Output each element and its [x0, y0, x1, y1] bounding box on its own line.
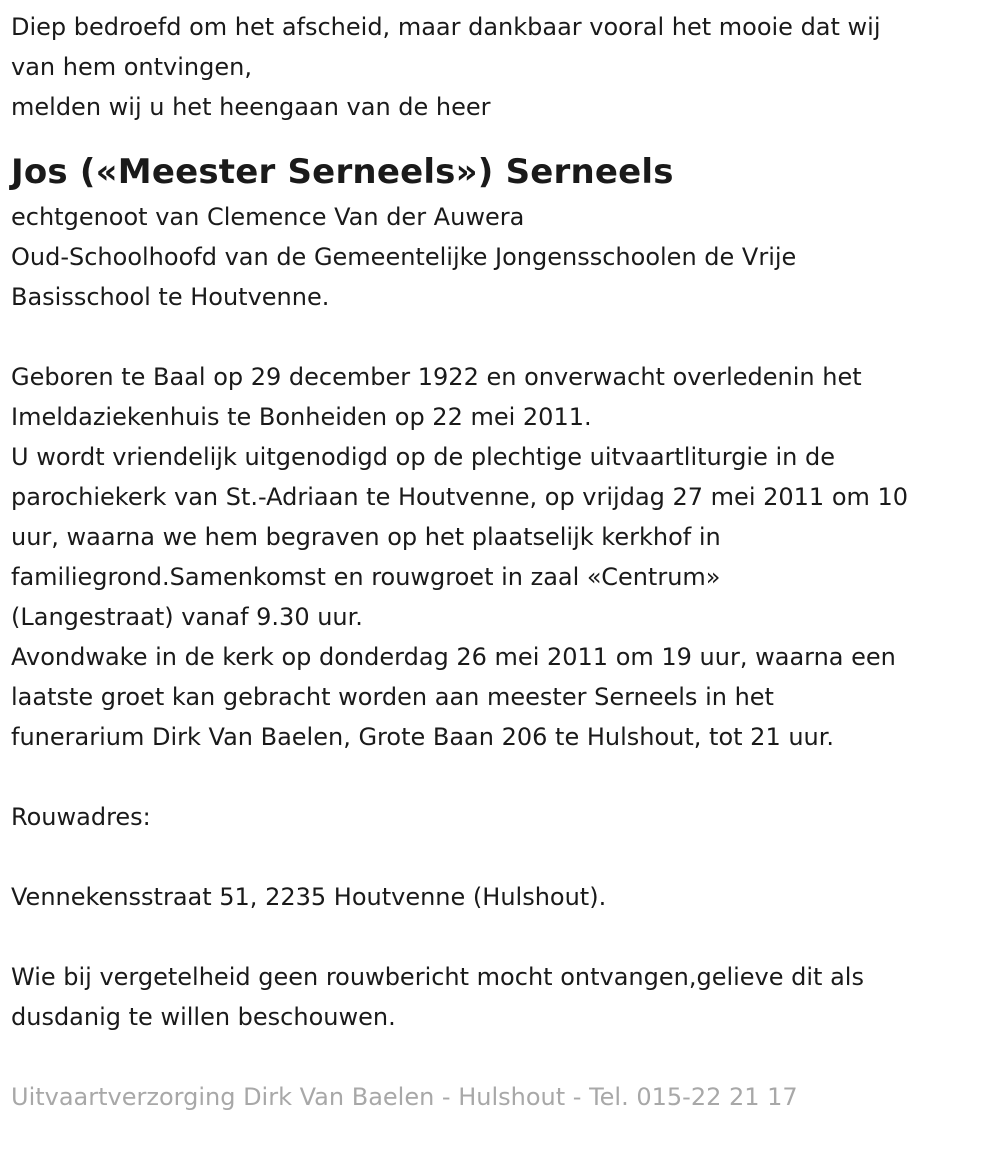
address-label: Rouwadres: — [11, 803, 151, 831]
detail-line: Oud-Schoolhoofd van de Gemeentelijke Jongensschoolen de Vrije — [11, 243, 797, 271]
announcement-line: Imeldaziekenhuis te Bonheiden op 22 mei 2011. — [11, 403, 592, 431]
detail-line: echtgenoot van Clemence Van der Auwera — [11, 203, 525, 231]
intro-line: melden wij u het heengaan van de heer — [11, 93, 491, 121]
spacer — [11, 757, 991, 797]
address-value: Vennekensstraat 51, 2235 Houtvenne (Hulshout). — [11, 883, 607, 911]
announcement-line: funerarium Dirk Van Baelen, Grote Baan 206 te Hulshout, tot 21 uur. — [11, 723, 835, 751]
notice-line: dusdanig te willen beschouwen. — [11, 1003, 396, 1031]
spacer — [11, 317, 991, 357]
deceased-name: Jos («Meester Serneels») Serneels — [11, 152, 674, 192]
announcement-line: familiegrond.Samenkomst en rouwgroet in zaal «Centrum» — [11, 563, 721, 591]
obituary-document — [11, 0, 991, 1117]
notice-block — [11, 957, 991, 1037]
announcement-line: U wordt vriendelijk uitgenodigd op de plechtige uitvaartliturgie in de — [11, 443, 836, 471]
spacer — [11, 1037, 991, 1077]
announcement-line: (Langestraat) vanaf 9.30 uur. — [11, 603, 363, 631]
announcement-line: Geboren te Baal op 29 december 1922 en onverwacht overledenin het — [11, 363, 862, 391]
announcement-block — [11, 357, 991, 757]
announcement-line: uur, waarna we hem begraven op het plaatselijk kerkhof in — [11, 523, 721, 551]
funeral-home-footer: Uitvaartverzorging Dirk Van Baelen - Hulshout - Tel. 015-22 21 17 — [11, 1083, 798, 1111]
announcement-line: parochiekerk van St.-Adriaan te Houtvenne, op vrijdag 27 mei 2011 om 10 — [11, 483, 909, 511]
intro-block — [11, 7, 991, 127]
spacer — [11, 837, 991, 877]
announcement-line: Avondwake in de kerk op donderdag 26 mei 2011 om 19 uur, waarna een — [11, 643, 896, 671]
announcement-line: laatste groet kan gebracht worden aan meester Serneels in het — [11, 683, 774, 711]
notice-line: Wie bij vergetelheid geen rouwbericht mocht ontvangen,gelieve dit als — [11, 963, 864, 991]
deceased-details — [11, 197, 991, 317]
detail-line: Basisschool te Houtvenne. — [11, 283, 330, 311]
spacer — [11, 917, 991, 957]
intro-line: Diep bedroefd om het afscheid, maar dankbaar vooral het mooie dat wij — [11, 13, 881, 41]
intro-line: van hem ontvingen, — [11, 53, 252, 81]
